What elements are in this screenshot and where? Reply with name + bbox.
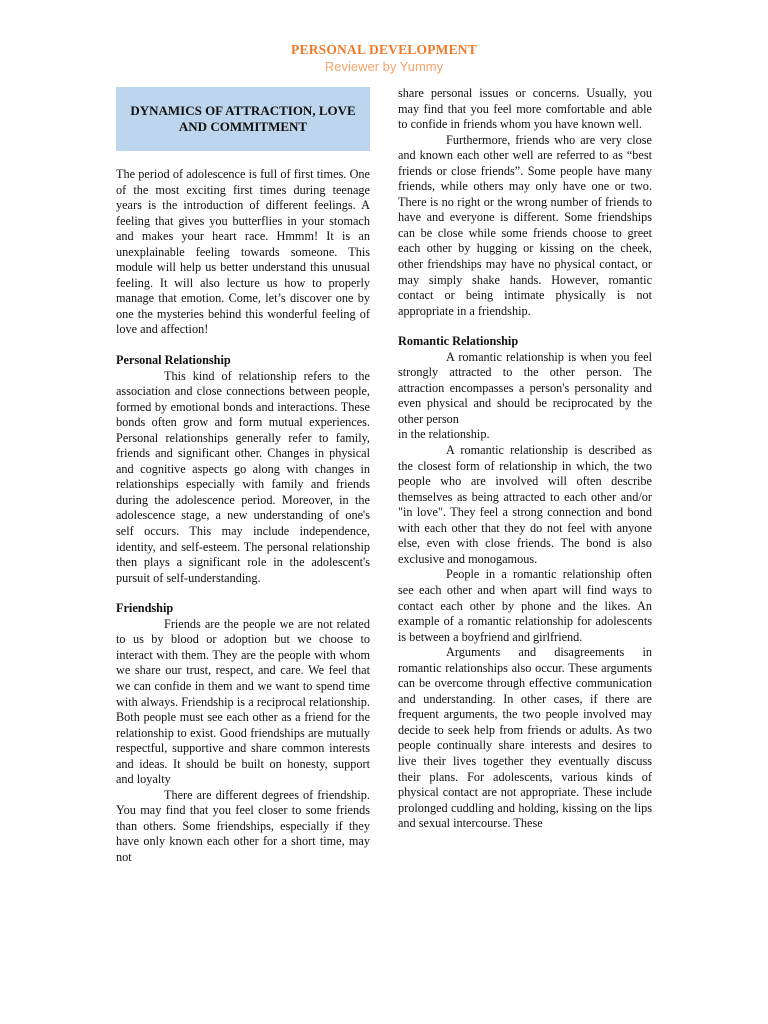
friendship-paragraph-1: Friends are the people we are not related to us by blood or adoption but we choose to interact with them. They are the people with whom we share our trust, respect, and care. We feel that we can confide in them and we want to spend time with always. Friendship is a reciprocal relationship. Both people must see each other as a friend for the relationship to exist. Good friendships are mutually respectful, supportive and share common interests and ideas. It should be built on honesty, support and loyalty: [116, 616, 370, 787]
romantic-paragraph-1b: in the relationship.: [398, 427, 490, 442]
romantic-paragraph-3: People in a romantic relationship often see each other and when apart will find ways to contact each other by phone and the likes. An example of a romantic relationship for adolescents is between a boyfriend and girlfriend.: [398, 567, 652, 644]
right-column: [398, 86, 652, 832]
page-header: [0, 42, 768, 74]
personal-relationship-paragraph: This kind of relationship refers to the association and close connections between people, formed by emotional bonds and interactions. These bonds often grow and form mutual experiences. Personal relationships generally refer to family, friends and significant other. Changes in physical and cognitive aspects go along with changes in relationships especially with family and friends during the adolescence period. Moreover, in the adolescence stage, a new understanding of one's self occurs. This may include independence, identity, and self-esteem. The personal relationship then plays a significant role in the adolescent's pursuit of self-understanding.: [116, 368, 370, 585]
romantic-paragraph-1a: A romantic relationship is when you feel strongly attracted to the other person. The attraction encompasses a person's personality and even physical and should be reciprocated by the other person: [398, 349, 652, 426]
left-column: [116, 86, 370, 866]
friendship-heading: Friendship: [116, 601, 174, 616]
document-subtitle: Reviewer by Yummy: [324, 59, 444, 74]
section-title: DYNAMICS OF ATTRACTION, LOVE AND COMMITMENT: [130, 103, 356, 134]
friendship-paragraph-2-start: There are different degrees of friendship. You may find that you feel closer to some friends than others. Some friendships, especially if they have only known each other for a short time, may not: [116, 787, 370, 864]
romantic-relationship-heading: Romantic Relationship: [398, 334, 519, 349]
intro-paragraph: The period of adolescence is full of first times. One of the most exciting first times during teenage years is the introduction of different feelings. A feeling that gives you butterflies in your stomach and makes your heart race. Hmmm! It is an unexplainable feeling towards someone. This module will help us better understand this unusual feeling. It will also lecture us how to properly manage that emotion. Come, let’s discover one by one the mysteries behind this wonderful feeling of love and affection!: [116, 167, 370, 337]
romantic-paragraph-4: Arguments and disagreements in romantic relationships also occur. These arguments can be overcome through effective communication and understanding. In other cases, if there are frequent arguments, the two people involved may decide to seek help from friends or adults. As two people continually share interests and desires to live their lives together they eventually discuss their plans. For adolescents, various kinds of physical contact are not appropriate. These include prolonged cuddling and holding, kissing on the lips and sexual intercourse. These: [398, 645, 652, 831]
friendship-paragraph-2-continued: share personal issues or concerns. Usually, you may find that you feel more comfortable and able to confide in friends whom you have known well.: [398, 86, 652, 132]
friendship-paragraph-3: Furthermore, friends who are very close and known each other well are referred to as “best friends or close friends”. Some people have many friends, while others may only have one or two. There is no right or the wrong number of friends to have and everyone is different. Some friendships can be close while some friends choose to greet each other by hugging or kissing on the cheek, other friendships may have no physical contact, or may simply shake hands. However, romantic contact or being intimate physically is not appropriate in a friendship.: [398, 132, 652, 318]
personal-relationship-heading: Personal Relationship: [116, 353, 231, 368]
romantic-paragraph-2: A romantic relationship is described as the closest form of relationship in which, the two people who are involved will often describe themselves as being attracted to each other and/or "in love". They feel a strong connection and bond with each other that they do not feel with anyone else, even with close friends. The bond is also exclusive and monogamous.: [398, 443, 652, 566]
section-title-box: [116, 87, 370, 151]
document-title: PERSONAL DEVELOPMENT: [291, 42, 477, 57]
